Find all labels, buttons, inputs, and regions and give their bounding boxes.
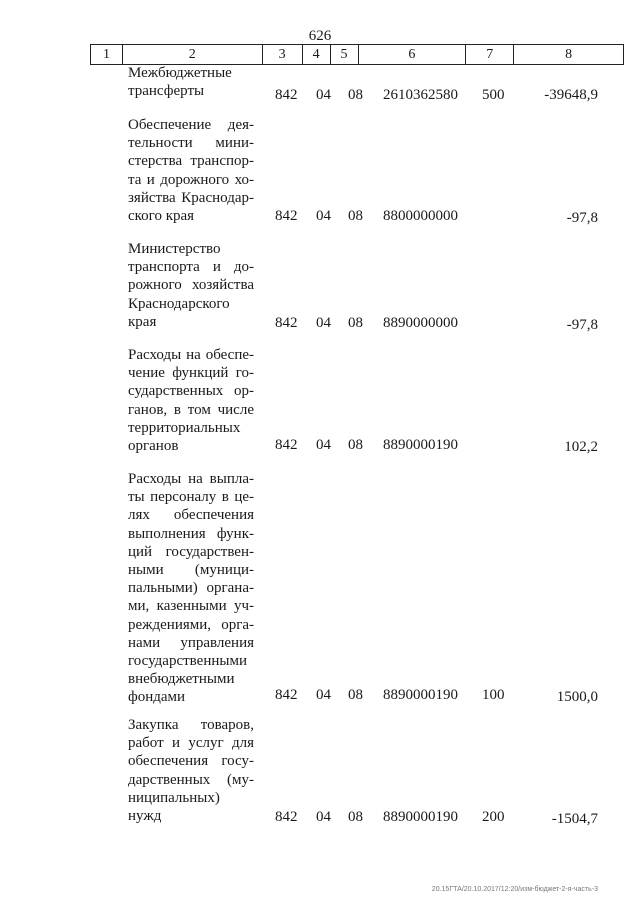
- table-header-row: [90, 44, 624, 65]
- row-rz: 04: [316, 208, 331, 224]
- row-csr: 8890000190: [383, 687, 458, 703]
- row-name: Межбюджетные трансферты: [128, 65, 232, 100]
- row-grbs: 842: [275, 809, 298, 825]
- header-col-8: 8: [514, 45, 624, 65]
- row-grbs: 842: [275, 315, 298, 331]
- row-grbs: 842: [275, 687, 298, 703]
- row-pr: 08: [348, 87, 363, 103]
- row-name: Закупка товаров, работ и услуг для обеспечения госу- дарственных (му- ниципальных) нужд: [128, 717, 254, 825]
- row-grbs: 842: [275, 437, 298, 453]
- row-rz: 04: [316, 687, 331, 703]
- header-col-2: 2: [123, 45, 263, 65]
- row-pr: 08: [348, 315, 363, 331]
- footer-file-stamp: 20.15ГТА/20.10.2017/12:20/изм-бюджет-2-я-часть-3: [431, 886, 598, 893]
- row-pr: 08: [348, 687, 363, 703]
- row-csr: 2610362580: [383, 87, 458, 103]
- row-name: Обеспечение дея- тельности мини- стерства транспор- та и дорожного хо- зяйства Краснодар- ского края: [128, 117, 254, 225]
- header-col-6: 6: [359, 45, 467, 65]
- row-sum: -39648,9: [544, 87, 598, 103]
- row-pr: 08: [348, 437, 363, 453]
- row-rz: 04: [316, 87, 331, 103]
- row-vr: 100: [482, 687, 505, 703]
- row-csr: 8890000190: [383, 437, 458, 453]
- row-name: Расходы на обеспе- чение функций го- сударственных ор- ганов, в том числе территориальных органов: [128, 347, 254, 455]
- header-col-7: 7: [466, 45, 514, 65]
- row-csr: 8800000000: [383, 208, 458, 224]
- row-sum: -1504,7: [551, 811, 598, 827]
- row-pr: 08: [348, 208, 363, 224]
- header-col-3: 3: [263, 45, 303, 65]
- header-col-5: 5: [331, 45, 359, 65]
- row-vr: 500: [482, 87, 505, 103]
- row-sum: 102,2: [564, 439, 598, 455]
- page-number: 626: [308, 28, 332, 44]
- row-sum: -97,8: [566, 317, 598, 333]
- row-rz: 04: [316, 437, 331, 453]
- row-grbs: 842: [275, 87, 298, 103]
- row-name: Расходы на выпла- ты персоналу в це- лях обеспечения выполнения функ- ций государствен- ными (муници- пальными) органа- ми, казенными уч- реждениями, орга- нами управления государственными внебюджетными фондами: [128, 471, 254, 706]
- row-rz: 04: [316, 315, 331, 331]
- row-csr: 8890000000: [383, 315, 458, 331]
- row-pr: 08: [348, 809, 363, 825]
- row-name: Министерство транспорта и до- рожного хозяйства Краснодарского края: [128, 241, 254, 330]
- row-grbs: 842: [275, 208, 298, 224]
- row-csr: 8890000190: [383, 809, 458, 825]
- row-sum: -97,8: [566, 210, 598, 226]
- row-rz: 04: [316, 809, 331, 825]
- header-col-4: 4: [303, 45, 331, 65]
- header-col-1: 1: [91, 45, 123, 65]
- row-vr: 200: [482, 809, 505, 825]
- row-sum: 1500,0: [556, 689, 598, 705]
